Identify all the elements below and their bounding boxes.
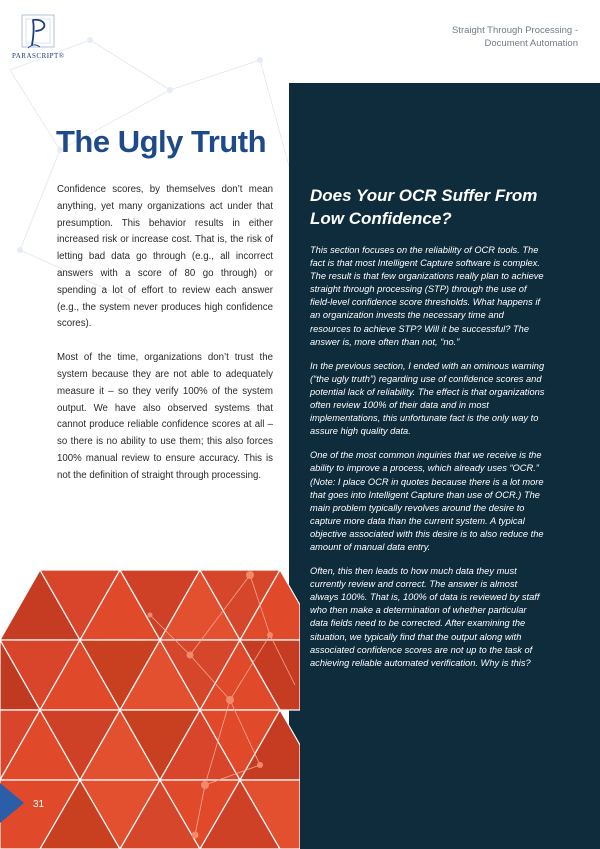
triangle-mosaic-graphic [0,535,300,849]
sidebar-paragraph-3: One of the most common inquiries that we receive is the ability to improve a process, which already uses “OCR.” (Note: I place OCR in quotes because there is a lot more that goes into Intelligent Capture than use of OCR.) The main problem typically revolves around the desire to capture more data than the current system. A typical objective associated with this desire is to also reduce the amount of manual data entry. [310,450,544,552]
sidebar-paragraph-2: In the previous section, I ended with an ominous warning (“the ugly truth”) regarding use of confidence scores and potential lack of reliability. The effect is that organizations often review 100% of their data and in most implementations, this unfortunate fact is the only way to assure high quality data. [310,360,545,437]
sidebar-paragraph-1: This section focuses on the reliability of OCR tools. The fact is that most Intelligent Capture software is complex. The result is that few organizations really plan to achieve straight through processing (STP) through the use of field-level confidence score thresholds. What happens if an organization invests the necessary time and resources to achieve STP? Will it be successful? The answer is, more often than not, “no.” [310,245,544,347]
main-paragraph-2: Most of the time, organizations don’t trust the system because they are not able to adequately measure it – so they verify 100% of the system output. We have also observed systems that cannot produce reliable confidence scores at all – so there is no ability to use them; this also forces 100% manual review to ensure accuracy. This is not the definition of straight through processing. [57,352,273,481]
main-body [57,182,273,502]
running-header [378,24,578,50]
main-paragraph-1: Confidence scores, by themselves don’t mean anything, yet many organizations act under that presumption. This behavior results in either increased risk or increase cost. That is, the risk of letting bad data go through (e.g., all incorrect answers with a score of 80 go through) or spending a lot of effort to review each answer (e.g., the system never produces high confidence scores). [57,184,273,330]
header-line-1: Straight Through Processing - [451,25,578,36]
sidebar-title: Does Your OCR Suffer From Low Confidence? [310,186,538,228]
sidebar-content [310,184,546,681]
logo-wordmark: PARASCRIPT® [12,52,65,60]
page-number: 31 [33,799,45,810]
sidebar-paragraph-4: Often, this then leads to how much data they must currently review and correct. The answer is almost always 100%. That is, 100% of data is reviewed by staff who then make a determination of whether particular data fields need to be corrected. After examining the situation, we typically find that the output along with associated confidence scores are not up to the task of achieving reliable automated verification. Why is this? [310,566,540,668]
parascript-logo [12,14,76,60]
page-title: The Ugly Truth [56,124,266,159]
header-line-2: Document Automation [484,38,578,49]
parascript-p-logo-icon [16,14,60,52]
